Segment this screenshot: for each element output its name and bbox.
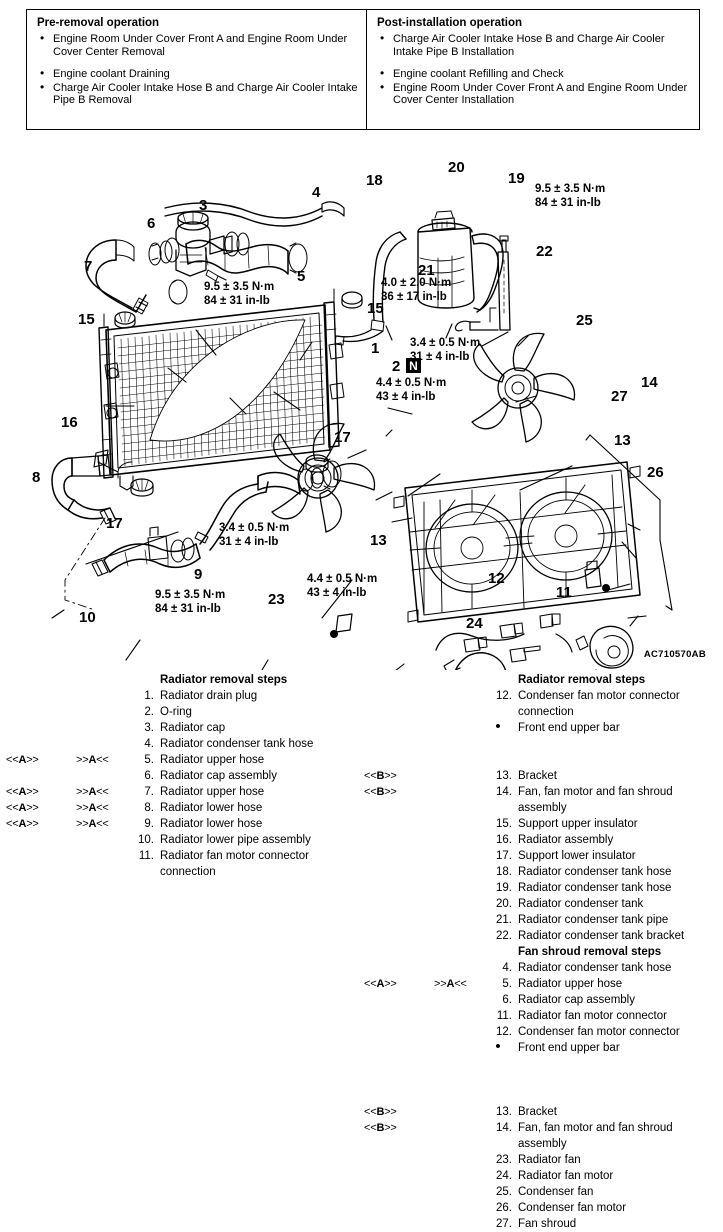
torque-t1-nm: 9.5 ± 3.5 N·m xyxy=(204,281,275,293)
fan-motor-connector-graphic xyxy=(436,614,572,662)
list-item xyxy=(358,784,723,800)
item-number: 6. xyxy=(144,770,154,782)
item-number: 12. xyxy=(496,690,512,702)
item-label: O-ring xyxy=(160,706,192,718)
parts-list-left xyxy=(0,672,360,880)
item-number: 6. xyxy=(502,994,512,1006)
torque-t7-nm: 4.4 ± 0.5 N·m xyxy=(307,573,378,585)
callout-6: 6 xyxy=(147,215,156,232)
callout-25: 25 xyxy=(576,312,593,329)
list-item xyxy=(358,720,723,736)
item-number: 5. xyxy=(502,978,512,990)
bullet-icon: • xyxy=(380,31,385,45)
item-number: 10. xyxy=(138,834,154,846)
torque-t5-inlb: 43 ± 4 in-lb xyxy=(376,391,436,403)
item-label: Radiator fan motor xyxy=(518,1170,614,1182)
right-list-heading: Radiator removal steps xyxy=(518,674,646,686)
callout-20: 20 xyxy=(448,159,465,176)
bullet-icon: • xyxy=(40,79,45,94)
item-label: Front end upper bar xyxy=(518,722,620,734)
torque-t8-nm: 9.5 ± 3.5 N·m xyxy=(155,589,226,601)
pre-item-text: Engine coolant Draining xyxy=(53,68,170,81)
list-item xyxy=(358,768,723,784)
list-item xyxy=(37,79,358,107)
bullet-icon: • xyxy=(380,79,385,94)
callout-1: 1 xyxy=(371,340,380,357)
item-number: 11. xyxy=(496,1010,512,1022)
list-item xyxy=(358,1008,723,1024)
list-item xyxy=(358,1120,723,1136)
torque-t1-inlb: 84 ± 31 in-lb xyxy=(204,295,270,307)
list-item xyxy=(358,864,723,880)
list-spacer xyxy=(358,736,723,768)
condenser-tank-bracket-22-graphic xyxy=(455,236,510,331)
leader-lines xyxy=(52,324,672,670)
bullet-icon: • xyxy=(40,31,45,45)
bullet-icon: • xyxy=(495,1038,501,1055)
list-item xyxy=(358,1152,723,1168)
removal-mark: <<B>> xyxy=(364,1122,397,1134)
item-label: Radiator fan motor connector xyxy=(518,1010,667,1022)
item-number: 17. xyxy=(496,850,512,862)
removal-mark: <<A>> xyxy=(6,754,39,766)
item-label: Bracket xyxy=(518,1106,557,1118)
removal-mark: <<B>> xyxy=(364,786,397,798)
list-item xyxy=(358,1168,723,1184)
removal-mark: <<A>> xyxy=(6,818,39,830)
torque-t5-nm: 4.4 ± 0.5 N·m xyxy=(376,377,447,389)
list-item xyxy=(358,688,723,704)
radiator-cap-graphic xyxy=(178,212,208,230)
callout-17-right: 17 xyxy=(334,429,351,446)
item-label: Radiator fan xyxy=(518,1154,581,1166)
item-label: Condenser fan motor xyxy=(518,1202,627,1214)
item-label: Condenser fan xyxy=(518,1186,594,1198)
pre-removal-list xyxy=(37,33,358,107)
callout-17-left: 17 xyxy=(106,515,123,532)
item-label-continued: connection xyxy=(160,866,216,878)
item-label: Radiator drain plug xyxy=(160,690,258,702)
list-item xyxy=(358,1200,723,1216)
item-number: 8. xyxy=(144,802,154,814)
pre-removal-operation-box xyxy=(27,10,367,129)
item-label: Radiator lower pipe assembly xyxy=(160,834,311,846)
callout-18: 18 xyxy=(366,172,383,189)
installation-mark: >>A<< xyxy=(76,802,109,814)
callout-23: 23 xyxy=(268,591,285,608)
list-item xyxy=(377,79,691,107)
callout-16: 16 xyxy=(61,414,78,431)
item-label: Radiator condenser tank hose xyxy=(518,962,672,974)
parts-list-right xyxy=(358,672,723,1232)
installation-mark: >>A<< xyxy=(76,786,109,798)
removal-mark: <<A>> xyxy=(6,786,39,798)
callout-9: 9 xyxy=(194,566,203,583)
torque-t8-inlb: 84 ± 31 in-lb xyxy=(155,603,221,615)
bullet-icon: • xyxy=(380,66,385,81)
callout-3: 3 xyxy=(199,197,208,214)
callout-13-right: 13 xyxy=(614,432,631,449)
bullet-icon: • xyxy=(495,718,501,735)
item-number: 14. xyxy=(496,786,512,798)
list-item xyxy=(37,33,358,58)
removal-mark: <<B>> xyxy=(364,1106,397,1118)
list-item xyxy=(358,880,723,896)
installation-mark: >>A<< xyxy=(76,818,109,830)
item-label: Radiator assembly xyxy=(518,834,614,846)
item-number: 25. xyxy=(496,1186,512,1198)
item-label: Radiator condenser tank hose xyxy=(518,882,672,894)
item-label: Radiator condenser tank pipe xyxy=(518,914,669,926)
list-item xyxy=(0,848,360,864)
item-number: 13. xyxy=(496,1106,512,1118)
list-item xyxy=(0,704,360,720)
torque-t4-nm: 3.4 ± 0.5 N·m xyxy=(410,337,481,349)
item-label: Fan, fan motor and fan shroud xyxy=(518,786,673,798)
torque-t3-nm: 4.0 ± 2.0 N·m xyxy=(381,277,452,289)
installation-mark: >>A<< xyxy=(76,754,109,766)
removal-mark: <<B>> xyxy=(364,770,397,782)
item-label: Fan, fan motor and fan shroud xyxy=(518,1122,673,1134)
item-label: Bracket xyxy=(518,770,557,782)
list-item xyxy=(358,960,723,976)
list-item xyxy=(358,896,723,912)
radiator-cap-assembly-graphic xyxy=(176,222,232,276)
item-number: 14. xyxy=(496,1122,512,1134)
item-label: Condenser fan motor connector xyxy=(518,1026,680,1038)
item-label: Radiator condenser tank hose xyxy=(518,866,672,878)
post-item-text: Charge Air Cooler Intake Hose B and Charge Air Cooler Intake Pipe B Installation xyxy=(393,33,665,58)
pre-removal-title: Pre-removal operation xyxy=(37,17,160,29)
post-installation-title: Post-installation operation xyxy=(377,17,523,29)
item-number: 4. xyxy=(502,962,512,974)
callout-13-left: 13 xyxy=(370,532,387,549)
torque-t4-inlb: 31 ± 4 in-lb xyxy=(410,351,470,363)
left-list-heading: Radiator removal steps xyxy=(160,674,288,686)
list-item xyxy=(0,720,360,736)
item-label: Radiator condenser tank xyxy=(518,898,644,910)
item-number: 18. xyxy=(496,866,512,878)
callout-19: 19 xyxy=(508,170,525,187)
callout-7: 7 xyxy=(84,258,93,275)
item-number: 16. xyxy=(496,834,512,846)
post-installation-list xyxy=(377,33,691,107)
callout-27: 27 xyxy=(611,388,628,405)
list-item xyxy=(358,1216,723,1232)
image-code: AC710570AB xyxy=(643,649,706,660)
post-installation-operation-box xyxy=(367,10,699,129)
item-label: Radiator upper hose xyxy=(518,978,623,990)
item-label: Radiator condenser tank bracket xyxy=(518,930,685,942)
item-label: Radiator cap assembly xyxy=(160,770,277,782)
callout-8: 8 xyxy=(32,469,41,486)
item-label: Radiator lower hose xyxy=(160,802,263,814)
item-number: 24. xyxy=(496,1170,512,1182)
item-number: 21. xyxy=(496,914,512,926)
callout-2: 2 xyxy=(392,358,401,375)
item-number: 13. xyxy=(496,770,512,782)
list-item xyxy=(358,1104,723,1120)
list-item xyxy=(0,816,360,832)
torque-t6-nm: 3.4 ± 0.5 N·m xyxy=(219,522,290,534)
item-number: 23. xyxy=(496,1154,512,1166)
item-number: 9. xyxy=(144,818,154,830)
item-label-continued: connection xyxy=(518,706,574,718)
list-item-continuation xyxy=(358,1136,723,1152)
list-item xyxy=(358,976,723,992)
item-number: 27. xyxy=(496,1218,512,1230)
callout-22: 22 xyxy=(536,243,553,260)
post-item-text: Engine Room Under Cover Front A and Engine Room Under Cover Center Installation xyxy=(393,81,688,107)
item-label: Radiator condenser tank hose xyxy=(160,738,314,750)
pre-item-text: Engine Room Under Cover Front A and Engine Room Under Cover Center Removal xyxy=(53,33,348,58)
item-label-continued: assembly xyxy=(518,1138,567,1150)
list-item xyxy=(358,816,723,832)
callout-14: 14 xyxy=(641,374,658,391)
item-label: Radiator cap xyxy=(160,722,226,734)
item-label: Front end upper bar xyxy=(518,1042,620,1054)
list-item-continuation xyxy=(0,864,360,880)
callout-12: 12 xyxy=(488,570,505,587)
item-label: Radiator cap assembly xyxy=(518,994,635,1006)
list-item xyxy=(358,992,723,1008)
list-item xyxy=(358,912,723,928)
item-number: 19. xyxy=(496,882,512,894)
removal-mark: <<A>> xyxy=(364,978,397,990)
item-number: 22. xyxy=(496,930,512,942)
right-list-heading-2: Fan shroud removal steps xyxy=(518,946,662,958)
torque-t2-inlb: 84 ± 31 in-lb xyxy=(535,197,601,209)
item-label: Condenser fan motor connector xyxy=(518,690,680,702)
item-label: Fan shroud xyxy=(518,1218,577,1230)
item-label: Radiator lower hose xyxy=(160,818,263,830)
torque-t6-inlb: 31 ± 4 in-lb xyxy=(219,536,279,548)
item-label-continued: assembly xyxy=(518,802,567,814)
list-item xyxy=(37,68,358,81)
list-item xyxy=(358,1184,723,1200)
list-item xyxy=(0,688,360,704)
list-item xyxy=(377,33,691,58)
callout-5: 5 xyxy=(297,268,306,285)
radiator-fan-graphic xyxy=(272,423,507,670)
item-label: Support upper insulator xyxy=(518,818,638,830)
list-item xyxy=(358,1040,723,1056)
operation-boxes xyxy=(26,9,700,130)
removal-mark: <<A>> xyxy=(6,802,39,814)
radiator-exploded-diagram xyxy=(0,140,723,670)
item-number: 11. xyxy=(138,850,154,862)
item-number: 20. xyxy=(496,898,512,910)
installation-mark: >>A<< xyxy=(434,978,467,990)
item-number: 1. xyxy=(144,690,154,702)
list-item xyxy=(0,768,360,784)
item-number: 26. xyxy=(496,1202,512,1214)
post-item-text: Engine coolant Refilling and Check xyxy=(393,68,564,81)
item-number: 12. xyxy=(496,1026,512,1038)
callout-21: 21 xyxy=(418,262,435,279)
list-item xyxy=(358,848,723,864)
torque-t2-nm: 9.5 ± 3.5 N·m xyxy=(535,183,606,195)
list-item xyxy=(0,832,360,848)
list-item xyxy=(0,784,360,800)
item-number: 5. xyxy=(144,754,154,766)
list-item xyxy=(358,928,723,944)
item-label: Radiator upper hose xyxy=(160,754,265,766)
item-label: Radiator fan motor connector xyxy=(160,850,309,862)
callout-24: 24 xyxy=(466,615,483,632)
list-item-continuation xyxy=(358,704,723,720)
callout-15-right: 15 xyxy=(367,300,384,317)
torque-t7-inlb: 43 ± 4 in-lb xyxy=(307,587,367,599)
callout-26: 26 xyxy=(647,464,664,481)
callout-4: 4 xyxy=(312,184,321,201)
bullet-icon: • xyxy=(40,66,45,81)
item-label: Radiator upper hose xyxy=(160,786,265,798)
torque-t3-inlb: 36 ± 17 in-lb xyxy=(381,291,447,303)
item-label: Support lower insulator xyxy=(518,850,636,862)
list-item xyxy=(377,68,691,81)
item-number: 2. xyxy=(144,706,154,718)
callout-15-left: 15 xyxy=(78,311,95,328)
callout-10: 10 xyxy=(79,609,96,626)
list-item xyxy=(358,832,723,848)
list-item xyxy=(358,1024,723,1040)
item-number: 3. xyxy=(144,722,154,734)
item-number: 4. xyxy=(144,738,154,750)
list-item xyxy=(0,736,360,752)
new-part-badge-label: N xyxy=(409,359,418,373)
list-spacer xyxy=(358,1056,723,1104)
pre-item-text: Charge Air Cooler Intake Hose B and Charge Air Cooler Intake Pipe B Removal xyxy=(53,81,358,107)
list-item xyxy=(0,752,360,768)
list-item-continuation xyxy=(358,800,723,816)
callout-11: 11 xyxy=(556,584,572,601)
item-number: 7. xyxy=(144,786,154,798)
list-item xyxy=(0,800,360,816)
item-number: 15. xyxy=(496,818,512,830)
fan-shroud-assembly-graphic xyxy=(330,462,640,638)
